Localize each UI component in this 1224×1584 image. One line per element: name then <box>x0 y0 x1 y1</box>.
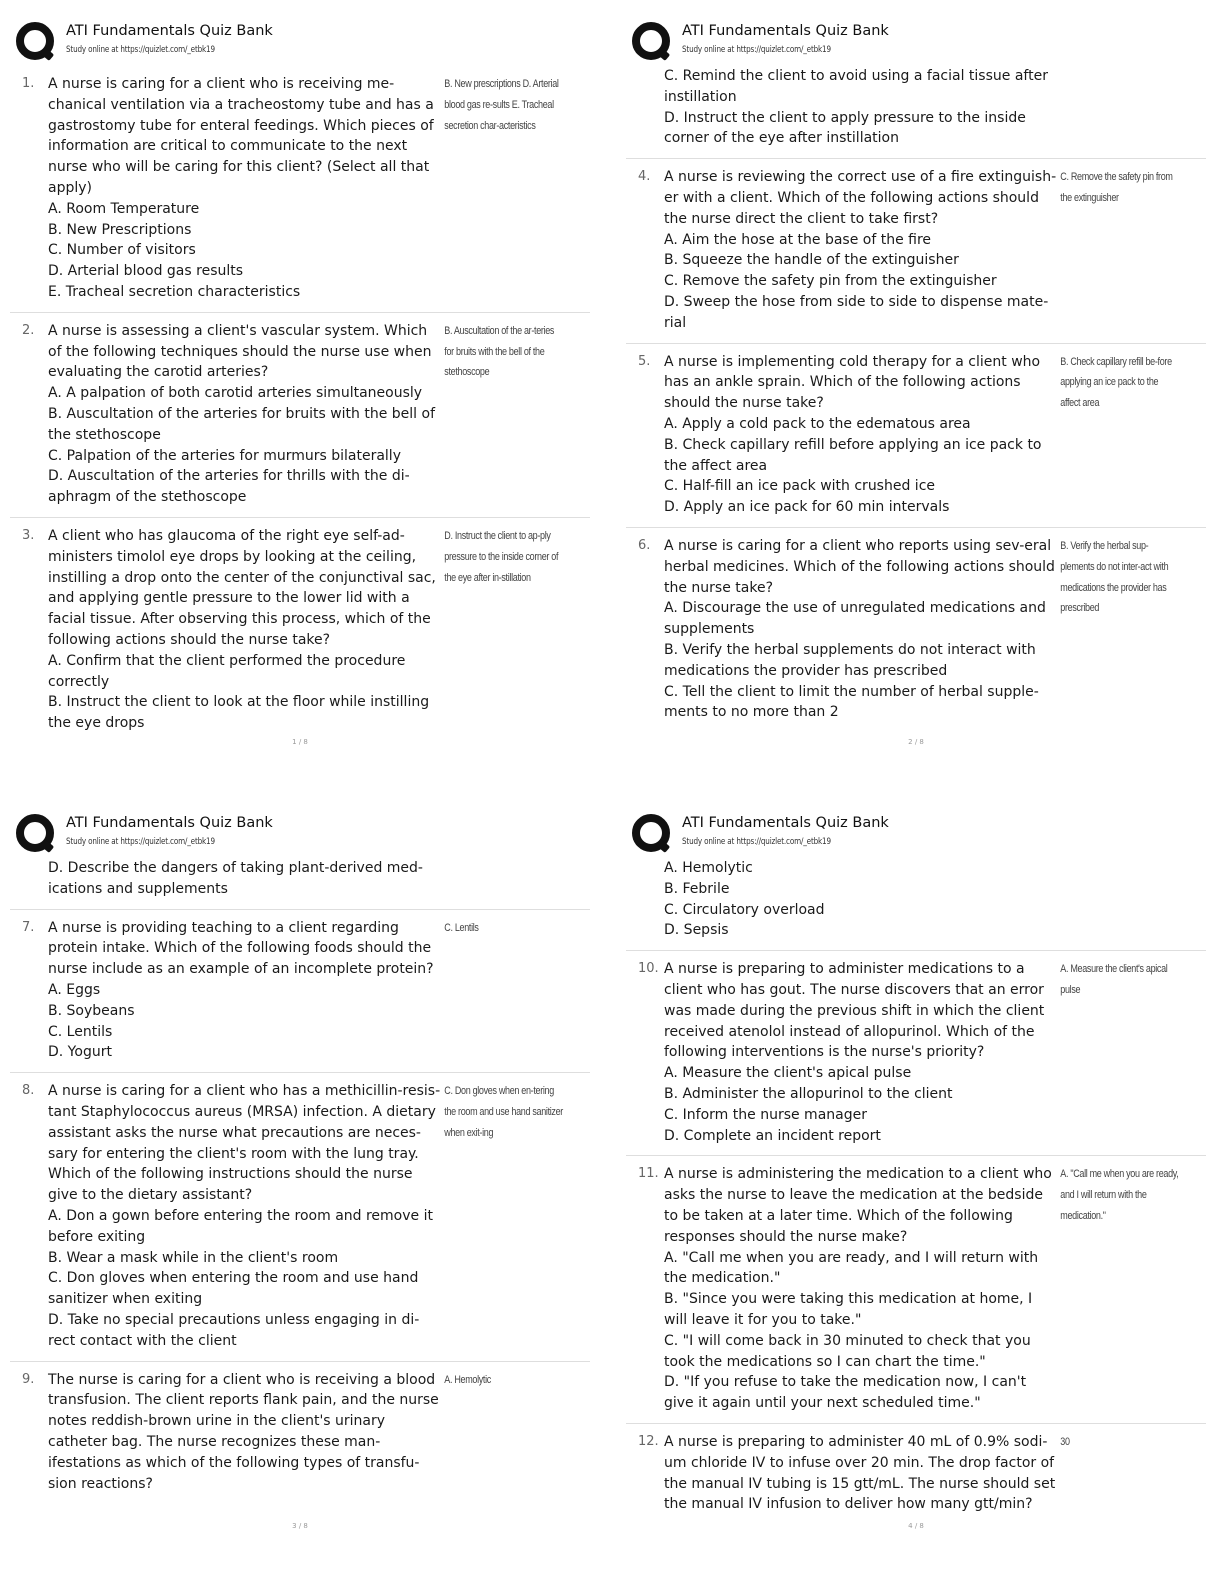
answer-option: C. Palpation of the arteries for murmurs bilaterally <box>48 447 401 464</box>
question-number: 12. <box>638 1433 659 1449</box>
question-item <box>10 1073 590 1361</box>
quizlet-logo-icon <box>16 22 58 64</box>
answer-option: D. Arterial blood gas results <box>48 263 244 280</box>
question-text <box>48 858 441 900</box>
answer-option: D. Take no special precautions unless engaging in di-rect contact with the client <box>48 1311 420 1349</box>
answer-option: D. Sweep the hose from side to side to dispense mate-rial <box>664 293 1049 331</box>
question-text <box>664 1432 1057 1515</box>
answer-option: C. Inform the nurse manager <box>664 1106 867 1123</box>
answer-option: E. Tracheal secretion characteristics <box>48 283 301 300</box>
question-number: 11. <box>638 1166 659 1182</box>
question-text <box>664 858 1057 941</box>
answer-option: C. "I will come back in 30 minuted to check that you took the medications so I can chart the time." <box>664 1332 1031 1370</box>
answer-option: C. Number of visitors <box>48 242 196 259</box>
question-stem: A nurse is assessing a client's vascular system. Which of the following techniques should the nurse use when evaluating the carotid arteries? <box>48 322 432 381</box>
answer-option: B. Check capillary refill before applying an ice pack to the affect area <box>664 436 1042 474</box>
question-number: 4. <box>638 169 651 185</box>
correct-answer: B. Check capillary refill be-fore applying an ice pack to the affect area <box>1060 355 1172 410</box>
page-number: 3 / 8 <box>292 1522 308 1530</box>
document-page-2 <box>626 10 1218 780</box>
question-stem: A nurse is preparing to administer medications to a client who has gout. The nurse discovers that an error was made during the previous shift in which the client received atenolol instead of allopurinol. Which of the following interventions is the nurse's priority? <box>664 961 1045 1061</box>
correct-answer: A. Measure the client's apical pulse <box>1060 963 1168 996</box>
question-text <box>48 526 441 734</box>
question-item <box>626 159 1206 343</box>
answer-option: B. Febrile <box>664 880 730 897</box>
question-stem: A nurse is administering the medication to a client who asks the nurse to leave the medication at the bedside to be taken at a later time. Which of the following responses should the nurse make? <box>664 1166 1052 1245</box>
question-text <box>48 1081 441 1351</box>
question-number: 1. <box>22 76 35 91</box>
answer-option: B. Wear a mask while in the client's room <box>48 1249 339 1266</box>
answer-option: C. Remove the safety pin from the extinguisher <box>664 273 997 290</box>
brand-title: ATI Fundamentals Quiz Bank <box>66 815 273 831</box>
answer-option: D. Apply an ice pack for 60 min intervals <box>664 499 950 516</box>
answer-option: D. Sepsis <box>664 922 729 939</box>
question-stem: A nurse is caring for a client who is receiving me-chanical ventilation via a tracheostomy tube and has a gastrostomy tube for enteral feedings. Which pieces of information are critical to communicate to the next nurse who will be caring for this client? (Select all that apply) <box>48 76 434 196</box>
answer-option: B. Administer the allopurinol to the client <box>664 1085 953 1102</box>
correct-answer: 30 <box>1060 1435 1070 1448</box>
answer-option: A. Room Temperature <box>48 200 200 217</box>
answer-option: A. Confirm that the client performed the procedure correctly <box>48 652 406 690</box>
correct-answer: B. Auscultation of the ar-teries for bruits with the bell of the stethoscope <box>444 324 555 379</box>
question-item <box>10 66 590 313</box>
question-stem: A client who has glaucoma of the right eye self-ad-ministers timolol eye drops by looking at the ceiling, instilling a drop onto the center of the conjunctival sac, and applying gentle pressure to the lower lid with a facial tissue. After observing this process, which of the following actions should the nurse take? <box>48 527 436 648</box>
question-text <box>664 1164 1057 1414</box>
document-page-3 <box>10 802 602 1572</box>
question-item <box>10 910 590 1074</box>
answer-option: C. Remind the client to avoid using a facial tissue after instillation <box>664 68 1048 105</box>
question-continuation <box>626 66 1206 159</box>
question-item <box>10 518 590 743</box>
answer-option: D. Describe the dangers of taking plant-derived med-ications and supplements <box>48 860 423 897</box>
answer-option: A. Don a gown before entering the room and remove it before exiting <box>48 1207 433 1245</box>
answer-option: C. Don gloves when entering the room and use hand sanitizer when exiting <box>48 1270 419 1308</box>
question-item <box>626 344 1206 528</box>
brand-subtitle: Study online at https://quizlet.com/_etbk19 <box>66 45 215 55</box>
question-number: 7. <box>22 919 35 935</box>
question-continuation <box>10 858 590 910</box>
question-number: 5. <box>638 353 651 369</box>
correct-answer: D. Instruct the client to ap-ply pressure to the inside corner of the eye after in-stillation <box>444 529 559 584</box>
answer-option: A. Eggs <box>48 981 101 998</box>
answer-option: A. Apply a cold pack to the edematous area <box>664 415 971 432</box>
question-number: 9. <box>22 1371 35 1387</box>
document-page-4 <box>626 802 1218 1572</box>
qa-list <box>10 66 590 743</box>
question-stem: The nurse is caring for a client who is receiving a blood transfusion. The client reports flank pain, and the nurse notes reddish-brown urine in the client's urinary catheter bag. The nurse recognizes these man-ifestations as which of the following types of transfu-sion reactions? <box>48 1371 439 1492</box>
answer-option: A. Hemolytic <box>664 860 753 876</box>
question-text <box>664 959 1057 1146</box>
question-text <box>48 918 441 1064</box>
question-number: 6. <box>638 537 651 553</box>
correct-answer: C. Remove the safety pin from the extinguisher <box>1060 171 1173 204</box>
answer-option: B. New Prescriptions <box>48 221 192 238</box>
answer-option: D. Yogurt <box>48 1044 112 1061</box>
correct-answer: A. "Call me when you are ready, and I will return with the medication." <box>1060 1168 1179 1222</box>
answer-option: B. Squeeze the handle of the extinguisher <box>664 252 959 269</box>
answer-option: B. Instruct the client to look at the floor while instilling the eye drops <box>48 694 430 732</box>
answer-option: A. Aim the hose at the base of the fire <box>664 231 932 248</box>
correct-answer: C. Don gloves when en-tering the room and use hand sanitizer when exit-ing <box>444 1085 563 1139</box>
question-item <box>10 1362 590 1504</box>
quizlet-logo-icon <box>16 814 58 856</box>
correct-answer: B. New prescriptions D. Arterial blood gas re-sults E. Tracheal secretion char-acteristics <box>444 78 559 132</box>
answer-option: D. "If you refuse to take the medication now, I can't give it again until your next scheduled time." <box>664 1374 1027 1412</box>
qa-list <box>626 858 1206 1524</box>
correct-answer: C. Lentils <box>444 921 479 934</box>
document-page-1 <box>10 10 602 780</box>
question-number: 8. <box>22 1083 35 1099</box>
correct-answer: B. Verify the herbal sup-plements do not inter-act with medications the provider has prescribed <box>1060 539 1169 615</box>
brand-title: ATI Fundamentals Quiz Bank <box>682 815 889 831</box>
question-number: 10. <box>638 961 659 977</box>
answer-option: A. Measure the client's apical pulse <box>664 1065 912 1082</box>
answer-option: A. Discourage the use of unregulated medications and supplements <box>664 600 1046 638</box>
question-text <box>48 321 441 508</box>
answer-option: C. Circulatory overload <box>664 901 825 918</box>
brand-title: ATI Fundamentals Quiz Bank <box>66 23 273 39</box>
question-text <box>48 1370 441 1495</box>
brand-title: ATI Fundamentals Quiz Bank <box>682 23 889 39</box>
correct-answer: A. Hemolytic <box>444 1373 491 1386</box>
answer-option: B. Soybeans <box>48 1002 135 1019</box>
answer-option: D. Complete an incident report <box>664 1127 881 1144</box>
answer-option: C. Half-fill an ice pack with crushed ice <box>664 478 936 495</box>
question-text <box>664 66 1057 149</box>
answer-option: D. Instruct the client to apply pressure to the inside corner of the eye after instillation <box>664 109 1026 147</box>
answer-option: A. A palpation of both carotid arteries simultaneously <box>48 385 423 402</box>
answer-option: B. "Since you were taking this medication at home, I will leave it for you to take." <box>664 1291 1033 1328</box>
answer-option: A. "Call me when you are ready, and I will return with the medication." <box>664 1249 1039 1287</box>
question-item <box>626 528 1206 732</box>
quizlet-logo-icon <box>632 22 674 64</box>
question-continuation <box>626 858 1206 951</box>
question-item <box>10 313 590 518</box>
answer-option: B. Verify the herbal supplements do not interact with medications the provider has prescribed <box>664 641 1036 679</box>
question-text <box>664 536 1057 723</box>
question-text <box>664 167 1057 333</box>
qa-list <box>10 858 590 1503</box>
brand-subtitle: Study online at https://quizlet.com/_etbk19 <box>682 45 831 55</box>
answer-option: B. Auscultation of the arteries for bruits with the bell of the stethoscope <box>48 405 435 443</box>
page-number: 1 / 8 <box>292 738 308 746</box>
question-stem: A nurse is implementing cold therapy for a client who has an ankle sprain. Which of the following actions should the nurse take? <box>664 353 1041 412</box>
answer-option: C. Tell the client to limit the number of herbal supple-ments to no more than 2 <box>664 683 1039 721</box>
question-text <box>664 352 1057 518</box>
question-stem: A nurse is reviewing the correct use of a fire extinguish-er with a client. Which of the following actions should the nurse direct the client to take first? <box>664 169 1057 227</box>
page-number: 4 / 8 <box>908 1522 924 1530</box>
question-number: 2. <box>22 322 35 338</box>
quizlet-logo-icon <box>632 814 674 856</box>
qa-list <box>626 66 1206 732</box>
answer-option: C. Lentils <box>48 1023 113 1040</box>
question-item <box>626 1424 1206 1524</box>
question-stem: A nurse is caring for a client who reports using sev-eral herbal medicines. Which of the following actions should the nurse take? <box>664 537 1055 596</box>
brand-subtitle: Study online at https://quizlet.com/_etbk19 <box>682 837 831 847</box>
page-number: 2 / 8 <box>908 738 924 746</box>
question-stem: A nurse is providing teaching to a client regarding protein intake. Which of the following foods should the nurse include as an example of an incomplete protein? <box>48 919 434 978</box>
question-text <box>48 74 441 303</box>
question-item <box>626 951 1206 1156</box>
question-item <box>626 1156 1206 1424</box>
question-number: 3. <box>22 527 35 543</box>
answer-option: D. Auscultation of the arteries for thrills with the di-aphragm of the stethoscope <box>48 468 410 506</box>
brand-subtitle: Study online at https://quizlet.com/_etbk19 <box>66 837 215 847</box>
question-stem: A nurse is preparing to administer 40 mL of 0.9% sodi-um chloride IV to infuse over 20 min. The drop factor of the manual IV tubing is 15 gtt/mL. The nurse should set the manual IV infusion to deliver how many gtt/min? <box>664 1433 1056 1513</box>
question-stem: A nurse is caring for a client who has a methicillin-resis-tant Staphylococcus aureus (MRSA) infection. A dietary assistant asks the nurse what precautions are neces-sary for entering the client's room with the lung tray. Which of the following instructions should the nurse give to the dietary assistant? <box>48 1083 441 1204</box>
